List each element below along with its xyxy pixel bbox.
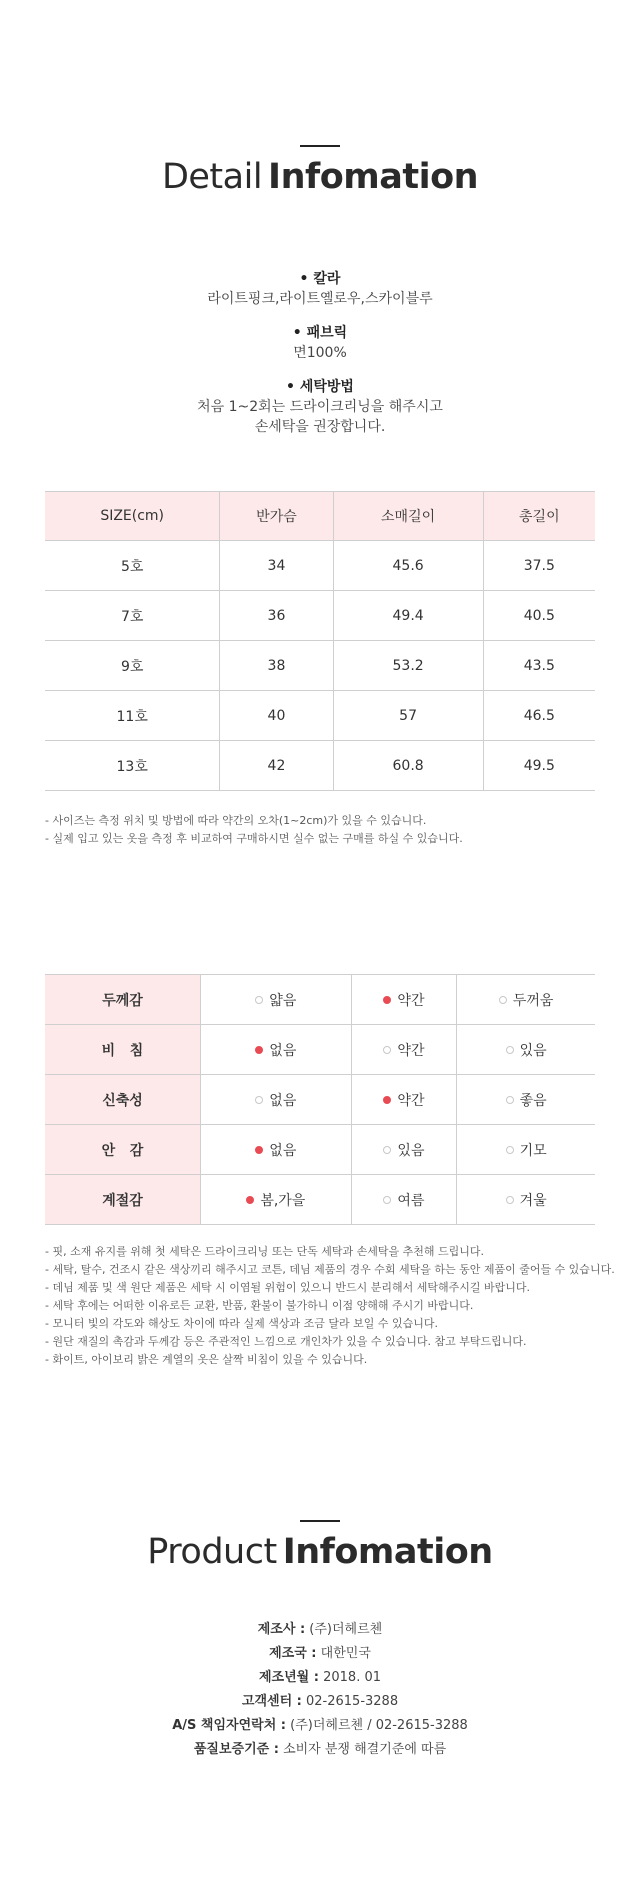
product-info-row: 제조년월 : 2018. 01 — [259, 1670, 381, 1685]
feel-option: 없음 — [201, 1125, 352, 1175]
feel-option: 약간 — [351, 975, 457, 1025]
product-info-row: 제조국 : 대한민국 — [269, 1646, 371, 1661]
note-line: - 사이즈는 측정 위치 및 방법에 따라 약간의 오차(1~2cm)가 있을 수 있습니다. — [45, 814, 427, 827]
note-line: - 원단 재질의 촉감과 두께감 등은 주관적인 느낌으로 개인차가 있을 수 있습니다. 참고 부탁드립니다. — [45, 1335, 527, 1348]
radio-dot-icon — [506, 1096, 514, 1104]
product-info-row: 품질보증기준 : 소비자 분쟁 해결기준에 따름 — [193, 1742, 447, 1757]
spec-washing: • 세탁방법 처음 1~2회는 드라이크리닝을 해주시고 손세탁을 권장합니다. — [0, 377, 640, 437]
note-line: - 데님 제품 및 색 원단 제품은 세탁 시 이염될 위험이 있으니 반드시 분리해서 세탁해주시길 바랍니다. — [45, 1281, 530, 1294]
radio-dot-icon — [506, 1046, 514, 1054]
size-table — [45, 491, 595, 791]
radio-dot-icon — [499, 996, 507, 1004]
table-row: 9호 38 53.2 43.5 — [45, 641, 595, 691]
detail-title: Detail Infomation — [161, 157, 479, 197]
care-notes — [45, 1243, 615, 1369]
table-row: 5호 34 45.6 37.5 — [45, 541, 595, 591]
feel-option: 얇음 — [201, 975, 352, 1025]
product-heading — [0, 1520, 640, 1572]
feel-option: 기모 — [457, 1125, 595, 1175]
feel-table — [45, 974, 595, 1225]
size-header-size: SIZE(cm) — [45, 492, 220, 541]
product-info — [0, 1618, 640, 1762]
table-row — [45, 975, 595, 1025]
radio-dot-icon — [255, 1096, 263, 1104]
note-line: - 화이트, 아이보리 밝은 계열의 옷은 살짝 비침이 있을 수 있습니다. — [45, 1353, 368, 1366]
feel-option: 약간 — [351, 1025, 457, 1075]
radio-dot-selected-icon — [246, 1196, 254, 1204]
heading-divider — [300, 1520, 340, 1522]
spec-color: • 칼라 라이트핑크,라이트옐로우,스카이블루 — [0, 269, 640, 309]
note-line: - 세탁, 탈수, 건조시 같은 색상끼리 해주시고 코튼, 데님 제품의 경우 수회 세탁을 하는 동안 제품이 줄어들 수 있습니다. — [45, 1263, 615, 1276]
note-line: - 실제 입고 있는 옷을 측정 후 비교하여 구매하시면 실수 없는 구매를 하실 수 있습니다. — [45, 832, 463, 845]
feel-name: 신축성 — [45, 1075, 201, 1125]
product-info-row: A/S 책임자연락처 : (주)더헤르첸 / 02-2615-3288 — [172, 1718, 468, 1733]
feel-name: 두께감 — [45, 975, 201, 1025]
size-table-header — [45, 492, 595, 541]
feel-option: 있음 — [351, 1125, 457, 1175]
note-line: - 핏, 소재 유지를 위해 첫 세탁은 드라이크리닝 또는 단독 세탁과 손세탁을 추천해 드립니다. — [45, 1245, 484, 1258]
radio-dot-icon — [383, 1046, 391, 1054]
feel-name: 안 감 — [45, 1125, 201, 1175]
table-row: 13호 42 60.8 49.5 — [45, 741, 595, 791]
size-notes — [45, 812, 605, 848]
radio-dot-icon — [383, 1146, 391, 1154]
product-info-row: 고객센터 : 02-2615-3288 — [241, 1694, 399, 1709]
radio-dot-selected-icon — [383, 996, 391, 1004]
table-row — [45, 1175, 595, 1225]
feel-option: 없음 — [201, 1025, 352, 1075]
detail-heading — [0, 145, 640, 197]
product-info-row: 제조사 : (주)더헤르첸 — [257, 1622, 383, 1637]
radio-dot-selected-icon — [383, 1096, 391, 1104]
radio-dot-icon — [255, 996, 263, 1004]
table-row: 11호 40 57 46.5 — [45, 691, 595, 741]
size-header-sleeve: 소매길이 — [333, 492, 483, 541]
table-row — [45, 1075, 595, 1125]
feel-option: 약간 — [351, 1075, 457, 1125]
note-line: - 세탁 후에는 어떠한 이유로든 교환, 반품, 환불이 불가하니 이점 양해해 주시기 바랍니다. — [45, 1299, 474, 1312]
radio-dot-selected-icon — [255, 1046, 263, 1054]
feel-option: 두꺼움 — [457, 975, 595, 1025]
size-header-length: 총길이 — [483, 492, 595, 541]
radio-dot-icon — [506, 1146, 514, 1154]
radio-dot-selected-icon — [255, 1146, 263, 1154]
radio-dot-icon — [506, 1196, 514, 1204]
feel-option: 있음 — [457, 1025, 595, 1075]
note-line: - 모니터 빛의 각도와 해상도 차이에 따라 실제 색상과 조금 달라 보일 수 있습니다. — [45, 1317, 438, 1330]
table-row — [45, 1125, 595, 1175]
size-header-chest: 반가슴 — [220, 492, 333, 541]
feel-option: 없음 — [201, 1075, 352, 1125]
spec-list — [0, 269, 640, 451]
product-title: Product Infomation — [147, 1532, 493, 1572]
feel-option: 여름 — [351, 1175, 457, 1225]
radio-dot-icon — [383, 1196, 391, 1204]
spec-fabric: • 패브릭 면100% — [0, 323, 640, 363]
feel-option: 겨울 — [457, 1175, 595, 1225]
feel-option: 좋음 — [457, 1075, 595, 1125]
table-row — [45, 1025, 595, 1075]
table-row: 7호 36 49.4 40.5 — [45, 591, 595, 641]
feel-name: 계절감 — [45, 1175, 201, 1225]
heading-divider — [300, 145, 340, 147]
feel-option: 봄,가을 — [201, 1175, 352, 1225]
feel-name: 비 침 — [45, 1025, 201, 1075]
